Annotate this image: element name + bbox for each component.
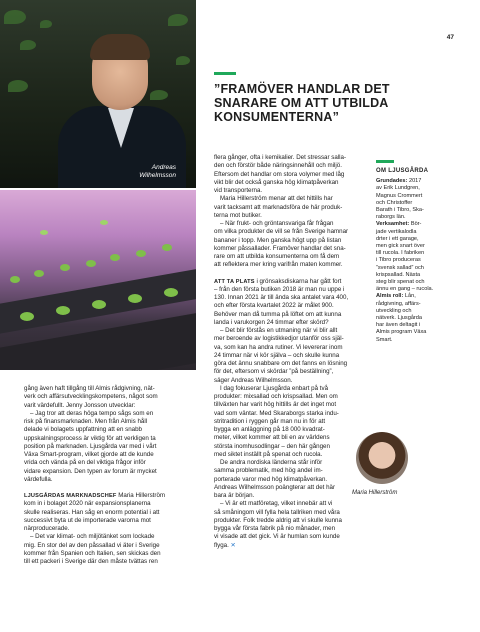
fact-box: OM LJUSGÅRDA Grundades: 2017 av Erik Lundgren, Magnus Crommert och Christoffer Barath i Tibro, Ska- raborgs län. Verksamhet: Bör- jade vertikalodla drter i ett garage, men gick snart över till rucola. I fabriken i Tibro produceras ”svensk sallad” och krispsallad. Nästa steg blir spenat och ännu en gang – rucola. Almis roll: Lån, rådgivning, affärs- utveckling och nätverk. Ljusgårda har även deltagit i Almis program Växa Smart.: [376, 168, 460, 344]
headline: ”FRAMÖVER HANDLAR DET SNARARE OM ATT UTBILDA KONSUMENTERNA”: [214, 82, 390, 124]
page-number: 47: [446, 34, 454, 41]
accent-bar: [214, 72, 236, 75]
avatar-maria-hillerstrom: [356, 432, 408, 484]
portrait-photo: [0, 0, 196, 188]
photo-caption-andreas: Andreas Wilhelmsson: [139, 164, 176, 179]
fact-box-title: OM LJUSGÅRDA: [376, 168, 429, 174]
sidebar-accent-bar: [376, 160, 394, 163]
avatar-caption: Maria Hillerström: [352, 490, 398, 496]
plants-photo: [0, 190, 196, 370]
article-column-1: gång även haft tillgång till Almis rådgivning, nät- verk och affärsutvecklingskompetens, något som varit värdefullt. Jenny Jonsson utvecklar: – Jag tror att deras höga tempo sågs som en risk på finansmarknaden. Men från Almis håll delade vi bolagets uppfattning att en snabb uppskalningsprocess är viktig för att verkligen ta position på marknaden. Ljusgårda var med i vårt Växa Smart-program, vilket gjorde att de kunde vrida och vända på en del viktiga frågor inför vidare expansion. Den typen av forum är mycket värdefulla. LJUSGÅRDAS MARKNADSCHEF Maria Hillerström kom in i bolaget 2020 när expansionsplanerna skulle realiseras. Han såg en enorm potential i att successivt byta ut de importerade varorna mot närproducerade. – Det var klimat- och miljötänket som lockade mig. En stor del av den påssallad vi äter i Sverige kommer från Spanien och Italien, sen skickas den till ett packeri i Sverige där den måste tvättas ren: [24, 385, 166, 565]
article-column-2: flera gånger, ofta i kemikalier. Det stressar salla- den och förstör både näringsinnehåll och miljö. Eftersom det handlar om stora volymer med låg vikt blir det också ganska hög klimatpåverkan vid transporterna. Maria Hillerström menar att det hittills har varit tacksamt att marknadsföra de här produk- terna mot butiker. – När frukt- och gröntansvariga får frågan om vilka produkter de vill se från Sverige hamnar bananer i topp. Men ganska högt upp på listan kommer påssallader. Framöver handlar det sna- rare om att utbilda konsumenterna om få dem att reflektera mer kring varifrån maten kommer. ATT TA PLATS i grönsaksdiskarna har gått fort – från den första butiken 2018 är man nu uppe i 130. Innan 2021 är till ända ska antalet vara 400, och efter första kvartalet 2022 är målet 900. Behöver man då tumma på löftet om att kunna landa i varukorgen 24 timmar efter skörd? – Det blir förstås en utmaning när vi blir allt mer beroende av logistikkedjor utanför oss själ- va, som kan ha andra rutiner. Vi levererar inom 24 timmar när vi kör själva – och skulle kunna göra det ännu snabbare om det fanns en lösning för det, eftersom vi skördar ”på beställning”, säger Andreas Wilhelmsson. I dag fokuserar Ljusgårda enbart på två produkter: mixsallad och krispsallad. Men om tillväxten har varit hög hittills är det inget mot vad som väntar. Med Skaraborgs starka indu- stritradition i ryggen går man nu in för att bygga en anläggning på 18 000 kvadrat- meter, vilket kommer att bli en av världens största inomhusodlingar – den här gången med siktet inställt på spenat och rucola. De andra nordiska länderna står inför samma problematik, med hög andel im- porterade varor med hög klimatpåverkan. Andreas Wilhelmsson poängterar att det här bara är början. – Vi är ett matföretag, vilket innebär att vi så småningom vill fylla hela tallriken med våra produkter. Folk tredde aldrig att vi skulle kunna bygga vår första fabrik på nio månader, men vi visade att det gick. Vi är humlan som kunde flyga. ✕: [214, 154, 349, 549]
end-mark-icon: ✕: [230, 541, 236, 549]
